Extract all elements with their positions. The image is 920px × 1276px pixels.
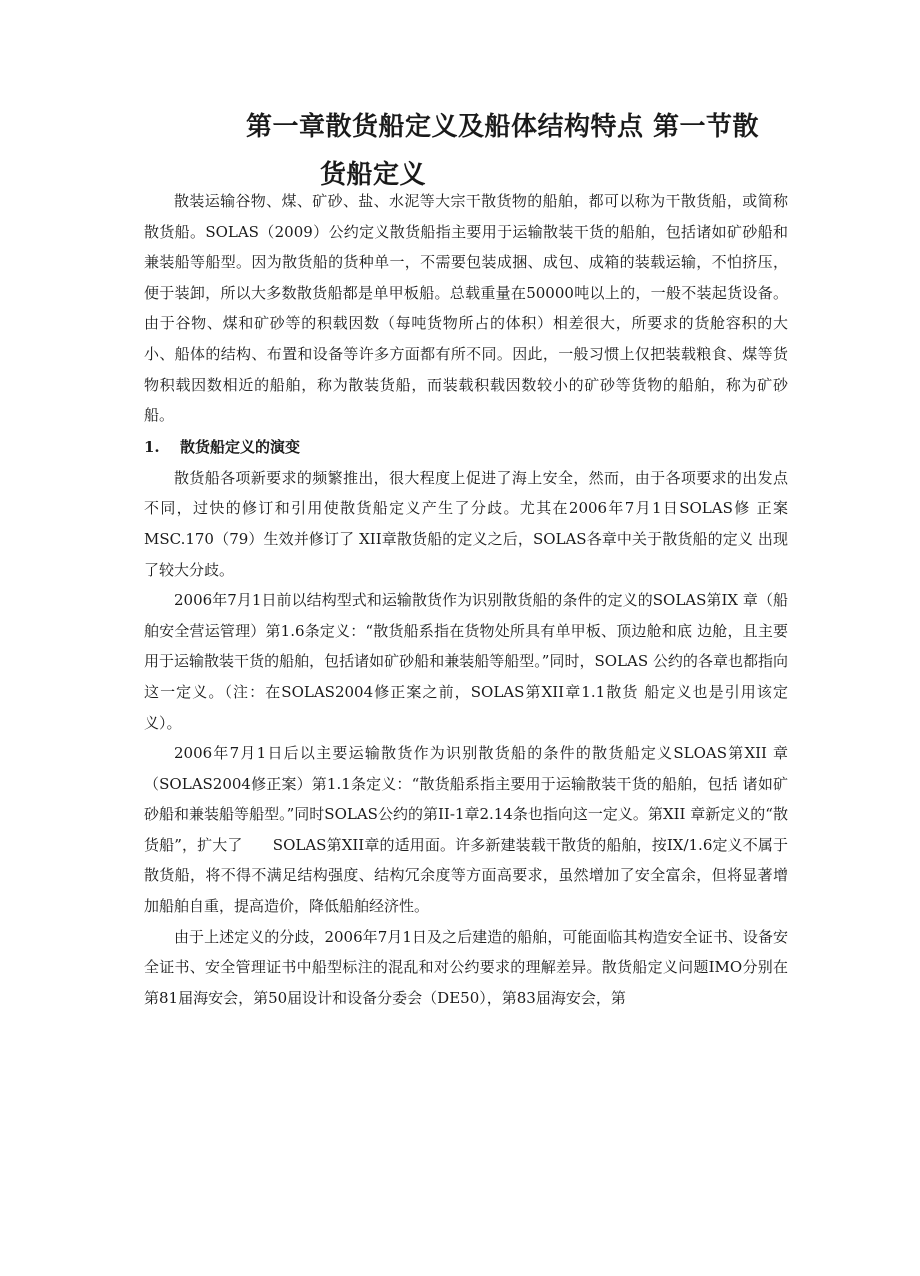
- chapter-title: [0, 103, 920, 199]
- paragraph-divergence: 由于上述定义的分歧，2006年7月1日及之后建造的船舶，可能面临其构造安全证书、设备安全证书、安全管理证书中船型标注的混乱和对公约要求的理解差异。散货船定义问题IMO分别在第81届海安会，第50届设计和设备分委会（DE50），第83届海安会，第: [144, 927, 788, 1007]
- paragraph-intro: 散装运输谷物、煤、矿砂、盐、水泥等大宗干散货物的船舶，都可以称为干散货船，或简称散货船。SOLAS（2009）公约定义散货船指主要用于运输散装干货的船舶，包括诸如矿砂船和兼装船等船型。因为散货船的货种单一，不需要包装成捆、成包、成箱的装载运输，不怕挤压，便于装卸，所以大多数散货船都是单甲板船。总载重量在50000吨以上的，一般不装起货设备。由于谷物、煤和矿砂等的积载因数（每吨货物所占的体积）相差很大，所要求的货舱容积的大小、船体的结构、布置和设备等许多方面都有所不同。因此，一般习惯上仅把装载粮食、煤等货物积载因数相近的船舶，称为散装货船，而装载积载因数较小的矿砂等货物的船舶，称为矿砂船。: [144, 192, 788, 425]
- section-heading: [144, 431, 788, 463]
- chapter-title-line2: 货船定义: [320, 160, 427, 191]
- document-body: [144, 186, 788, 1013]
- chapter-title-line1: 第一章散货船定义及船体结构特点 第一节散: [246, 112, 760, 143]
- paragraph-before-2006: 2006年7月1日前以结构型式和运输散货作为识别散货船的条件的定义的SOLAS第IX 章（船舶安全营运管理）第1.6条定义：“散货船系指在货物处所具有单甲板、顶边舱和底 边舱，且主要用于运输散装干货的船舶，包括诸如矿砂船和兼装船等船型。”同时，SOLAS 公约的各章也都指向这一定义。（注：在SOLAS2004修正案之前，SOLAS第XII章1.1散货 船定义也是引用该定义）。: [144, 591, 788, 732]
- paragraph-evolution: 散货船各项新要求的频繁推出，很大程度上促进了海上安全，然而，由于各项要求的出发点不同，过快的修订和引用使散货船定义产生了分歧。尤其在2006年7月1日SOLAS修 正案MSC.170（79）生效并修订了 XII章散货船的定义之后，SOLAS各章中关于散货船的定义 出现了较大分歧。: [144, 468, 788, 579]
- paragraph-after-2006: 2006年7月1日后以主要运输散货作为识别散货船的条件的散货船定义SLOAS第XII 章（SOLAS2004修正案）第1.1条定义：“散货船系指主要用于运输散装干货的船舶，包括 诸如矿砂船和兼装船等船型。”同时SOLAS公约的第II-1章2.14条也指向这一定义。第XII 章新定义的“散货船”，扩大了 SOLAS第XII章的适用面。许多新建装载干散货的船舶，按IX/1.6定义不属于散货船，将不得不满足结构强度、结构冗余度等方面高要求，虽然增加了安全富余，但将显著增加船舶自重，提高造价，降低船舶经济性。: [144, 744, 788, 916]
- section-number: 1.: [144, 437, 160, 456]
- section-title: 散货船定义的演变: [180, 437, 301, 456]
